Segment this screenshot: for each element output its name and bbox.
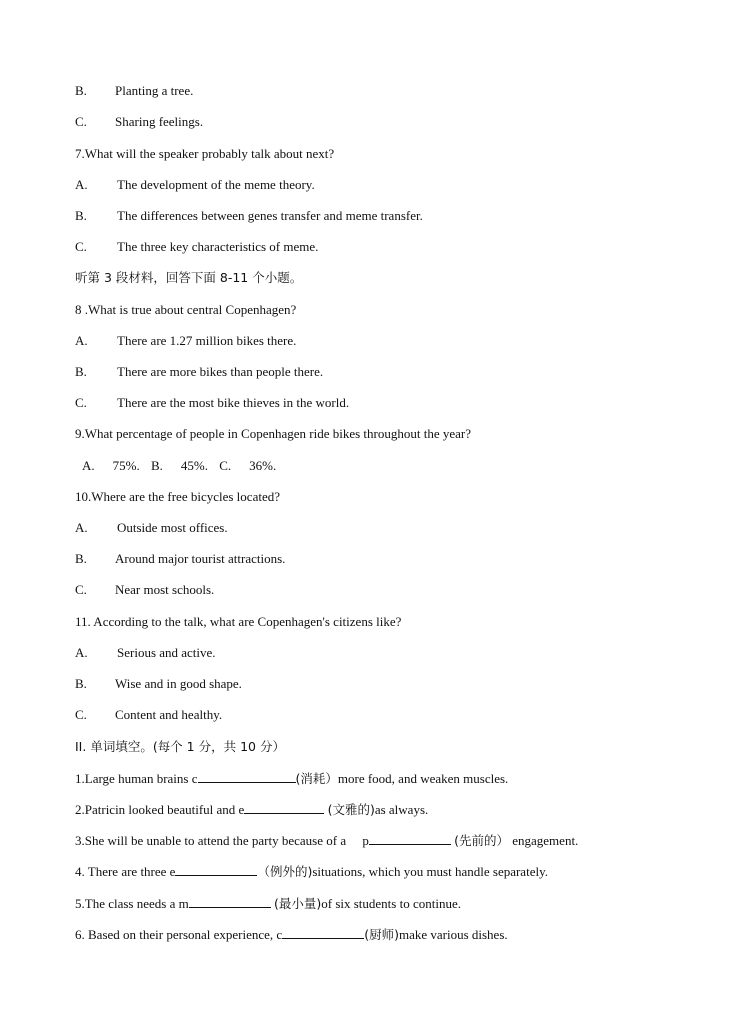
answer-blank[interactable] xyxy=(198,770,296,783)
option-text: The differences between genes transfer and meme transfer. xyxy=(117,208,423,223)
blank-prefix: 1.Large human brains c xyxy=(75,771,198,786)
option-text: There are more bikes than people there. xyxy=(117,364,324,379)
blank-hint: (先前的） xyxy=(454,833,509,848)
question-11: 11. According to the talk, what are Copenhagen's citizens like? xyxy=(75,614,402,629)
option-letter: B. xyxy=(75,551,87,566)
question-7: 7.What will the speaker probably talk about next? xyxy=(75,146,335,161)
option-line xyxy=(75,551,285,567)
blank-prefix: 6. Based on their personal experience, c xyxy=(75,927,283,942)
option-letter: B. xyxy=(75,83,87,98)
option-letter: B. xyxy=(75,208,87,223)
option-line xyxy=(75,582,214,598)
option-line xyxy=(75,395,349,411)
option-text: Near most schools. xyxy=(115,582,215,597)
option-text: Planting a tree. xyxy=(115,83,194,98)
option-line xyxy=(75,364,323,380)
option-letter: A. xyxy=(75,333,88,348)
option-line-inline xyxy=(82,458,276,474)
option-text: Sharing feelings. xyxy=(115,114,204,129)
option-text: 36%. xyxy=(249,458,277,473)
option-letter: C. xyxy=(219,458,232,473)
option-letter: C. xyxy=(75,239,87,254)
blank-suffix: as always. xyxy=(374,802,429,817)
answer-blank[interactable] xyxy=(282,926,364,939)
option-letter: A. xyxy=(75,177,88,192)
fill-blank-3 xyxy=(75,832,578,849)
option-line xyxy=(75,208,423,224)
option-text: Around major tourist attractions. xyxy=(115,551,286,566)
option-letter: C. xyxy=(75,114,87,129)
section-heading: 听第 3 段材料，回答下面 8-11 个小题。 xyxy=(75,270,303,285)
section-heading: II. 单词填空。(每个 1 分，共 10 分） xyxy=(75,739,285,754)
option-text: Content and healthy. xyxy=(115,707,223,722)
blank-hint: (消耗） xyxy=(295,771,338,786)
answer-blank[interactable] xyxy=(244,801,324,814)
option-text: The development of the meme theory. xyxy=(117,177,315,192)
option-letter: C. xyxy=(75,582,87,597)
blank-suffix: of six students to continue. xyxy=(321,896,461,911)
option-letter: A. xyxy=(75,645,88,660)
option-line xyxy=(75,707,222,723)
fill-blank-1 xyxy=(75,770,508,787)
question-8: 8 .What is true about central Copenhagen? xyxy=(75,302,297,317)
blank-hint: (最小量) xyxy=(273,896,322,911)
blank-prefix: 5.The class needs a m xyxy=(75,896,189,911)
option-letter: A. xyxy=(75,520,88,535)
option-letter: B. xyxy=(150,458,163,473)
blank-prefix: 4. There are three e xyxy=(75,864,176,879)
blank-suffix: make various dishes. xyxy=(398,927,508,942)
option-text: Serious and active. xyxy=(117,645,216,660)
blank-suffix: situations, which you must handle separately. xyxy=(312,864,548,879)
blank-hint: （例外的) xyxy=(257,864,313,879)
option-text: The three key characteristics of meme. xyxy=(117,239,319,254)
blank-suffix: engagement. xyxy=(512,833,579,848)
blank-prefix: 3.She will be unable to attend the party because of a p xyxy=(75,833,369,848)
option-letter: C. xyxy=(75,395,87,410)
question-9: 9.What percentage of people in Copenhagen ride bikes throughout the year? xyxy=(75,426,471,441)
fill-blank-4 xyxy=(75,863,548,880)
blank-suffix: more food, and weaken muscles. xyxy=(337,771,509,786)
option-text: There are 1.27 million bikes there. xyxy=(117,333,297,348)
option-text: 45%. xyxy=(180,458,208,473)
option-letter: B. xyxy=(75,364,87,379)
option-letter: B. xyxy=(75,676,87,691)
option-letter: A. xyxy=(82,458,95,473)
fill-blank-5 xyxy=(75,895,461,912)
fill-blank-2 xyxy=(75,801,428,818)
blank-hint: (文雅的) xyxy=(327,802,375,817)
option-line xyxy=(75,239,318,255)
option-line xyxy=(75,333,296,349)
option-text: Wise and in good shape. xyxy=(115,676,242,691)
blank-hint: (厨师) xyxy=(364,927,399,942)
option-text: 75%. xyxy=(112,458,140,473)
blank-prefix: 2.Patricin looked beautiful and e xyxy=(75,802,245,817)
answer-blank[interactable] xyxy=(175,863,257,876)
option-text: There are the most bike thieves in the world. xyxy=(117,395,350,410)
option-line xyxy=(75,177,315,193)
option-letter: C. xyxy=(75,707,87,722)
option-line xyxy=(75,676,242,692)
fill-blank-6 xyxy=(75,926,508,943)
option-text: Outside most offices. xyxy=(117,520,228,535)
option-line xyxy=(75,645,216,661)
option-line xyxy=(75,114,203,130)
option-line xyxy=(75,520,228,536)
question-10: 10.Where are the free bicycles located? xyxy=(75,489,280,504)
answer-blank[interactable] xyxy=(189,895,271,908)
option-line xyxy=(75,83,193,99)
answer-blank[interactable] xyxy=(369,832,451,845)
